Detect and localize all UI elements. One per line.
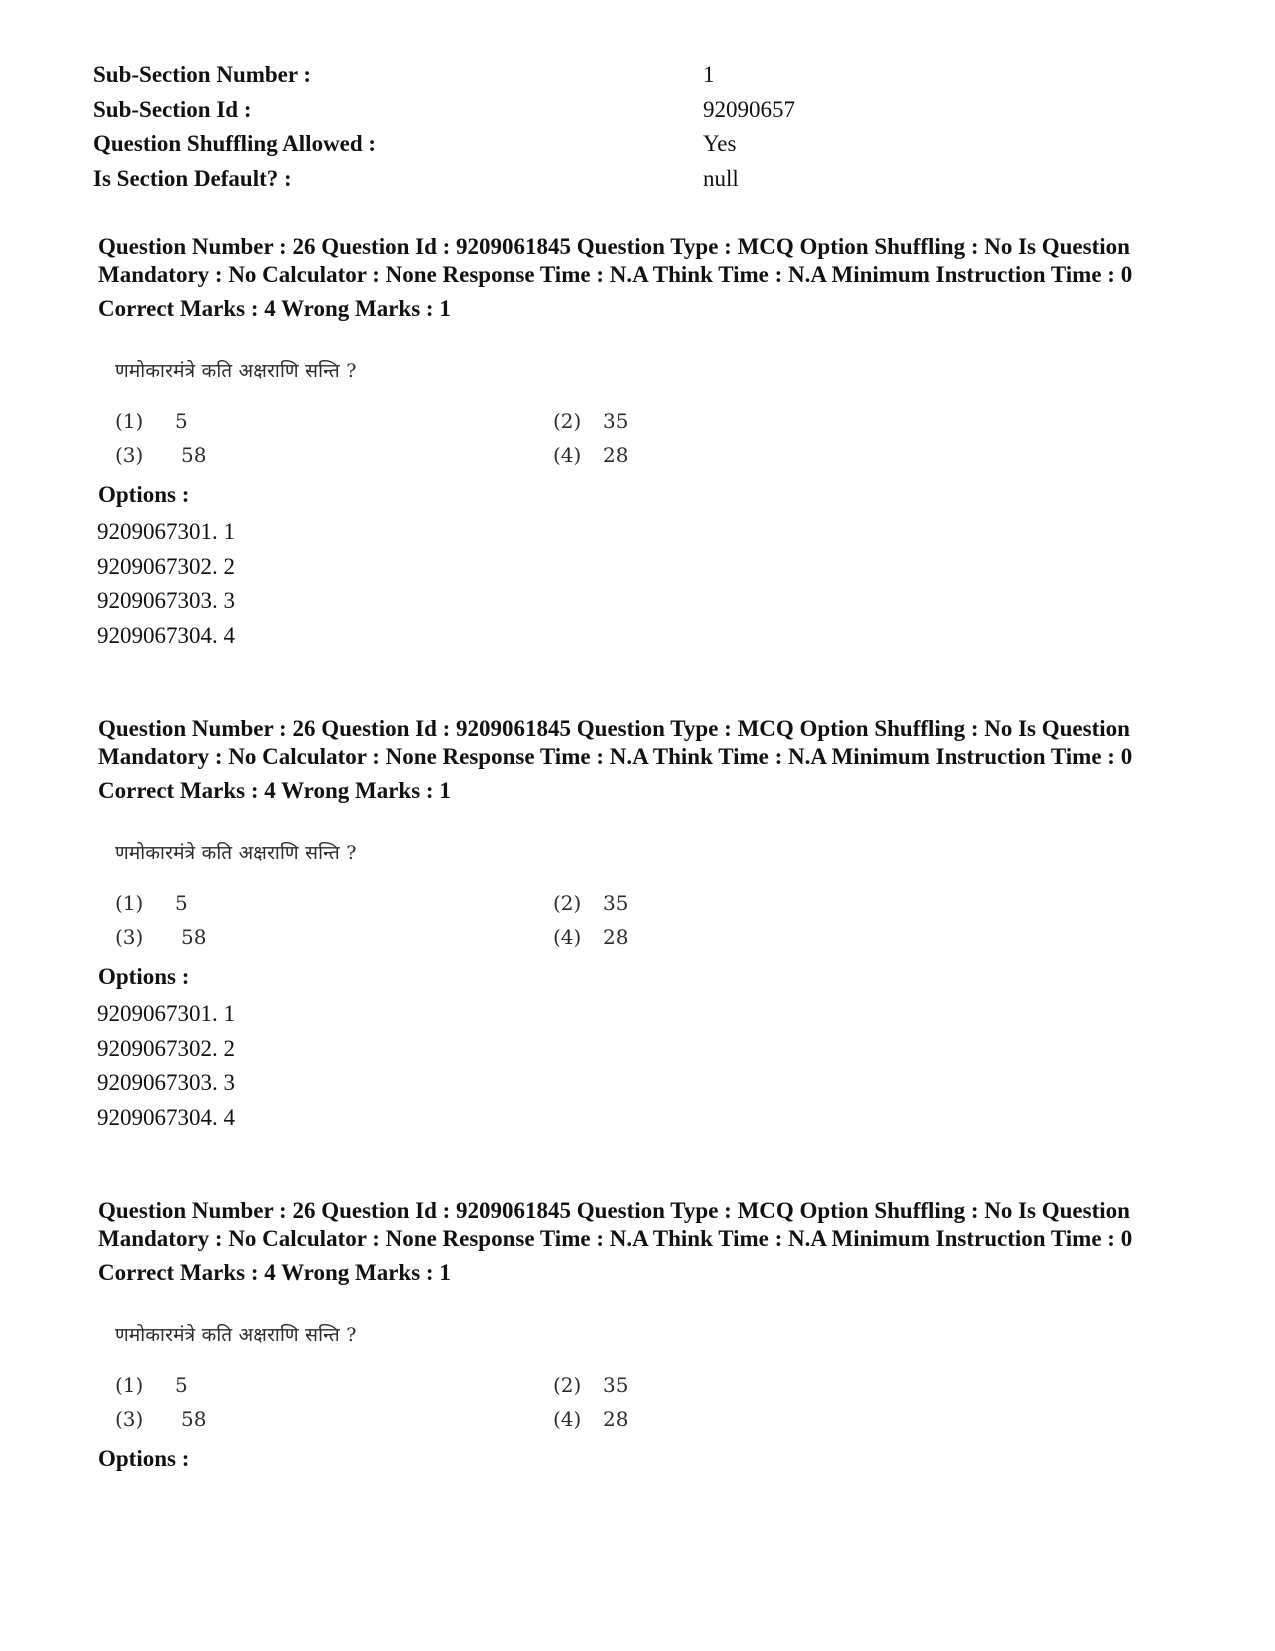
choice-1 — [115, 1373, 188, 1397]
question-marks: Correct Marks : 4 Wrong Marks : 1 — [98, 296, 451, 321]
choice-1 — [115, 409, 188, 433]
choice-value: 58 — [181, 925, 207, 949]
choice-number: (3) — [115, 1407, 144, 1431]
subsection-meta — [93, 58, 993, 196]
question-text: णमोकारमंत्रे कति अक्षराणि सन्ति ? — [115, 842, 357, 864]
meta-value: null — [703, 165, 739, 191]
question-header: Question Number : 26 Question Id : 9209061845 Question Type : MCQ Option Shuffling : No Is Question Mandatory : No Calculator : None Response Time : N.A Think Time : N.A Minimum Instruction Time : 0 — [98, 234, 1133, 287]
choice-number: (3) — [115, 443, 144, 467]
choice-number: (1) — [115, 1373, 144, 1397]
choice-number: (4) — [553, 1407, 582, 1431]
choice-2 — [553, 891, 628, 915]
choice-number: (2) — [553, 1373, 582, 1397]
question-text: णमोकारमंत्रे कति अक्षराणि सन्ति ? — [115, 360, 357, 382]
option-item: 9209067302. 2 — [97, 553, 235, 579]
meta-label: Sub-Section Number : — [93, 62, 312, 87]
meta-row — [93, 58, 993, 93]
choice-value: 58 — [181, 443, 207, 467]
choice-number: (3) — [115, 925, 144, 949]
choice-value: 35 — [603, 1373, 629, 1397]
option-item: 9209067301. 1 — [97, 519, 235, 544]
meta-value: 92090657 — [703, 96, 795, 122]
question-header: Question Number : 26 Question Id : 9209061845 Question Type : MCQ Option Shuffling : No Is Question Mandatory : No Calculator : None Response Time : N.A Think Time : N.A Minimum Instruction Time : 0 — [98, 1198, 1133, 1251]
question-image — [92, 343, 672, 471]
meta-value: 1 — [703, 62, 715, 87]
meta-value: Yes — [703, 131, 737, 156]
choice-number: (1) — [115, 891, 144, 915]
options-list — [97, 515, 1158, 653]
question-text: णमोकारमंत्रे कति अक्षराणि सन्ति ? — [115, 1324, 357, 1346]
choice-value: 28 — [603, 925, 629, 949]
meta-row — [93, 162, 993, 197]
option-item: 9209067302. 2 — [97, 1035, 235, 1061]
choice-3 — [115, 925, 206, 949]
option-item: 9209067304. 4 — [97, 622, 235, 648]
question-marks: Correct Marks : 4 Wrong Marks : 1 — [98, 1260, 451, 1285]
option-item: 9209067303. 3 — [97, 588, 235, 613]
choice-2 — [553, 409, 628, 433]
option-item: 9209067304. 4 — [97, 1104, 235, 1130]
choice-value: 58 — [181, 1407, 207, 1431]
question-image — [92, 1307, 672, 1435]
meta-label: Question Shuffling Allowed : — [93, 131, 377, 156]
meta-row — [93, 93, 993, 128]
option-item: 9209067303. 3 — [97, 1070, 235, 1095]
meta-label: Is Section Default? : — [93, 165, 292, 191]
choice-3 — [115, 1407, 206, 1431]
choice-value: 5 — [175, 891, 188, 915]
choice-2 — [553, 1373, 628, 1397]
meta-row — [93, 127, 993, 162]
question-block — [98, 1197, 1158, 1473]
options-label: Options : — [98, 1446, 190, 1471]
question-image — [92, 825, 672, 953]
choice-value: 5 — [175, 1373, 188, 1397]
choice-1 — [115, 891, 188, 915]
question-block — [98, 715, 1158, 1135]
choice-value: 28 — [603, 1407, 629, 1431]
options-list — [97, 997, 1158, 1135]
choice-number: (2) — [553, 891, 582, 915]
choice-value: 5 — [175, 409, 188, 433]
options-label: Options : — [98, 964, 190, 989]
choice-number: (2) — [553, 409, 582, 433]
choice-number: (4) — [553, 443, 582, 467]
question-marks: Correct Marks : 4 Wrong Marks : 1 — [98, 778, 451, 803]
choice-4 — [553, 443, 628, 467]
choice-4 — [553, 1407, 628, 1431]
options-label: Options : — [98, 482, 190, 507]
choice-value: 35 — [603, 409, 629, 433]
choice-number: (1) — [115, 409, 144, 433]
choice-3 — [115, 443, 206, 467]
meta-label: Sub-Section Id : — [93, 96, 252, 122]
choice-value: 35 — [603, 891, 629, 915]
choice-4 — [553, 925, 628, 949]
question-header: Question Number : 26 Question Id : 9209061845 Question Type : MCQ Option Shuffling : No Is Question Mandatory : No Calculator : None Response Time : N.A Think Time : N.A Minimum Instruction Time : 0 — [98, 716, 1133, 769]
question-block — [98, 233, 1158, 653]
choice-value: 28 — [603, 443, 629, 467]
option-item: 9209067301. 1 — [97, 1001, 235, 1026]
choice-number: (4) — [553, 925, 582, 949]
